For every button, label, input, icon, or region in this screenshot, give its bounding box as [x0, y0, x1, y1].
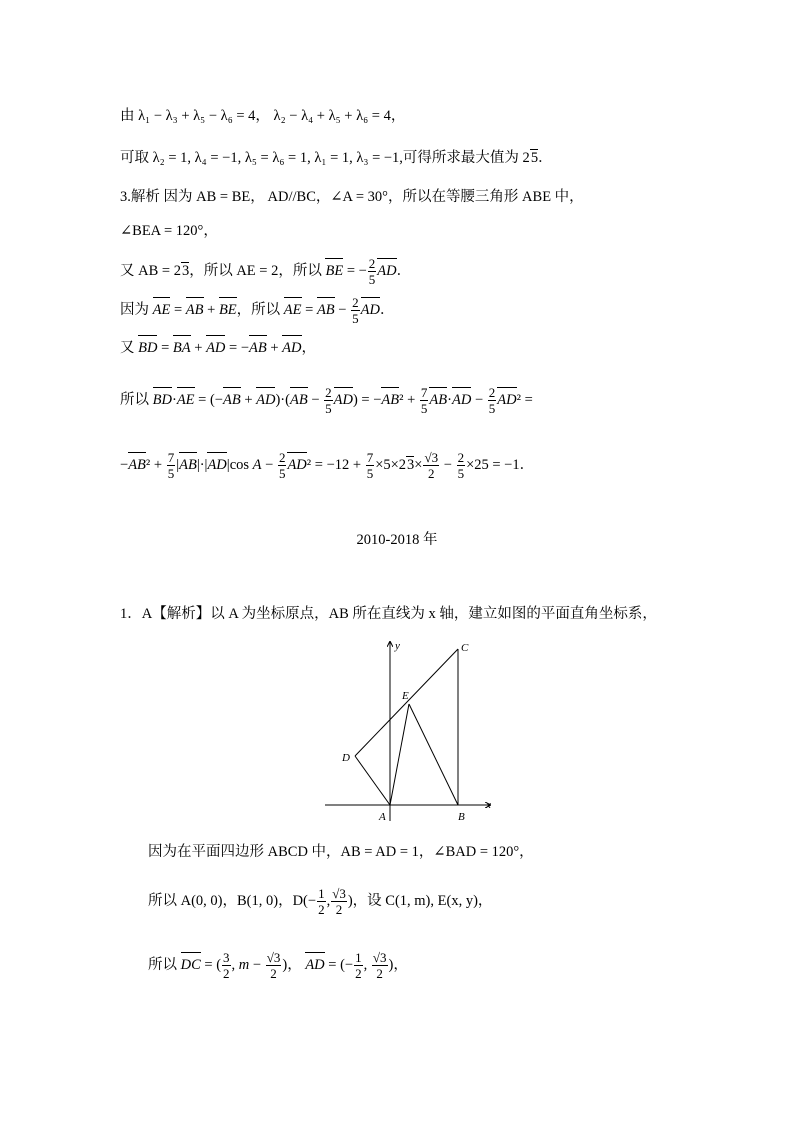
solution-1-p3: 所以 DC = ( $\frac{3}{2}$ , m − $\frac{√3}{2}$ )， AD = (− $\frac{1}{2}$ , $\frac{√3}{2}$ )，	[148, 950, 408, 981]
label-c: C	[461, 642, 469, 654]
text-line-lambda-sum: 由 λ₁ − λ₃ + λ₅ − λ₆ = 4， λ₂ − λ₄ + λ₅ + λ₆ = 4，	[120, 108, 406, 124]
fraction: $\frac{2}{5}$	[368, 256, 376, 287]
solution-3-line4: 因为 AE = AB + BE，所以 AE = AB − $\frac{2}{5}$ AD．	[120, 295, 395, 326]
solution-1-p2: 所以 A(0, 0)，B(1, 0)，D(− $\frac{1}{2}$ , $\frac{√3}{2}$ )，设 C(1, m), E(x, y)，	[148, 886, 493, 917]
solution-3-line3	[120, 256, 411, 287]
solution-3-line7: −AB² + $\frac{7}{5}$ |AB|·|AD|cos A − $\frac{2}{5}$ AD² = −12 + $\frac{7}{5}$ ×5×23× $\frac{√3}{2}$ − $\frac{2}{5}$ ×25 = −1．	[120, 450, 535, 481]
text-span: ，	[393, 956, 408, 973]
solution-1-p1: 因为在平面四边形 ABCD 中，AB = AD = 1，∠BAD = 120°，	[148, 844, 534, 860]
label-d: D	[342, 752, 350, 764]
text-line-max-value	[120, 148, 553, 168]
text-span: ，	[301, 340, 317, 356]
solution-3-line5: 又 BD = BA + AD = −AB + AD，	[120, 340, 317, 356]
text-span: 可取 λ₂ = 1, λ₄ = −1, λ₅ = λ₆ = 1, λ₁ = 1, λ₃ = −1,可得所求最大值为 2	[120, 150, 530, 166]
text-span: = −	[343, 262, 367, 279]
text-span: ．	[538, 150, 553, 166]
vector-be: BE	[325, 262, 344, 279]
label-b: B	[458, 811, 465, 823]
label-y: y	[395, 640, 400, 652]
solution-1-intro: 1．A【解析】以 A 为坐标原点，AB 所在直线为 x 轴，建立如图的平面直角坐标系，	[120, 606, 657, 622]
label-a: A	[379, 811, 386, 823]
section-heading: 2010-2018 年	[356, 532, 438, 548]
label-x: x	[486, 799, 491, 811]
coordinate-figure	[320, 636, 500, 826]
text-span: ．	[396, 262, 412, 279]
text-span: )，设 C(1, m), E(x, y)，	[347, 892, 493, 909]
text-span: 所以	[120, 391, 149, 408]
label-e: E	[402, 690, 409, 702]
text-span: ，所以 AE = 2，所以	[189, 262, 322, 279]
text-span: 所以	[148, 956, 177, 973]
text-span: ．	[379, 301, 395, 318]
segment-ae	[390, 704, 409, 805]
sqrt-value: 5	[530, 150, 539, 166]
segment-eb	[409, 704, 458, 805]
text-span: 所以 A(0, 0)，B(1, 0)，D(−	[148, 892, 317, 909]
text-span: ，所以	[236, 301, 281, 318]
text-span: 又	[120, 340, 135, 356]
vector-ad: AD	[377, 262, 397, 279]
segment-da	[355, 756, 390, 805]
solution-3-intro: 3.解析 因为 AB = BE， AD//BC，∠A = 30°，所以在等腰三角形 ABE 中，	[120, 189, 584, 205]
text-span: 又 AB = 2	[120, 262, 181, 279]
text-span: 因为	[120, 301, 149, 318]
segment-cd	[355, 649, 458, 756]
solution-3-line6: 所以 BD·AE = (−AB + AD)·(AB − $\frac{2}{5}$ AD) = −AB² + $\frac{7}{5}$ AB·AD − $\frac{2}{5}$ AD² =	[120, 385, 533, 416]
angle-bea: ∠BEA = 120°，	[120, 223, 218, 239]
sqrt-value: 3	[181, 262, 190, 279]
